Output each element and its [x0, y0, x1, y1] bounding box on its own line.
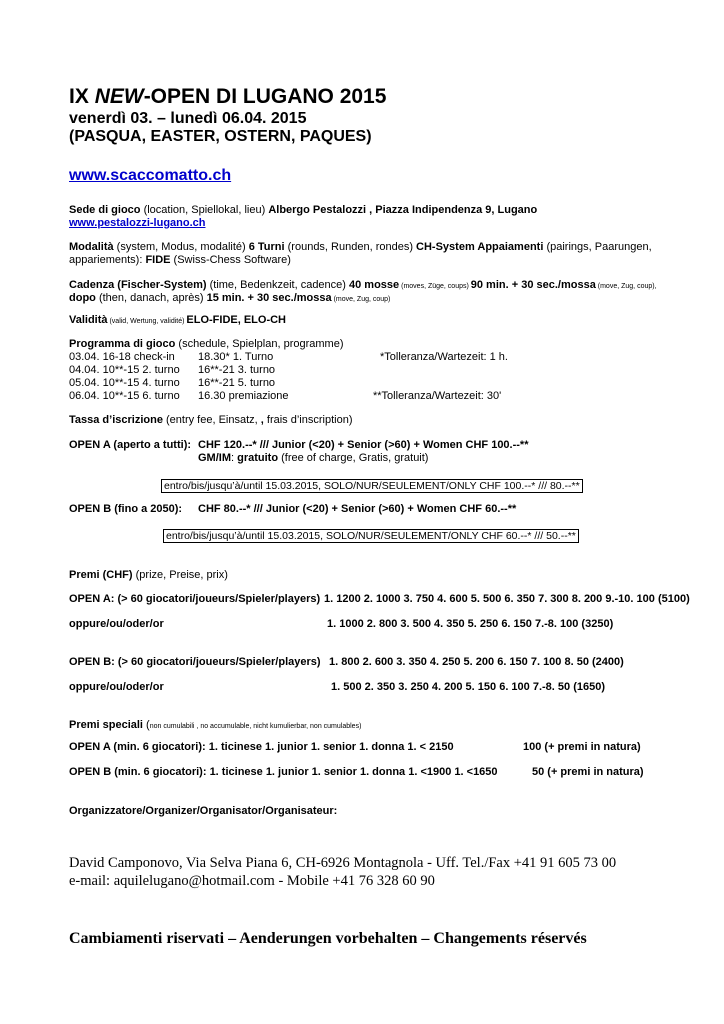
fee-heading: Tassa d’iscrizione (entry fee, Einsatz, , frais d’inscription)	[69, 414, 353, 426]
special-open-b-value: 50 (+ premi in natura)	[532, 766, 644, 778]
organizer-contact: e-mail: aquilelugano@hotmail.com - Mobile +41 76 328 60 90	[69, 873, 435, 889]
cadence-line2-t: (then, danach, après)	[95, 292, 207, 304]
programme-t: (schedule, Spielplan, programme)	[175, 338, 344, 350]
prizes-open-b-or: oppure/ou/oder/or	[69, 681, 164, 693]
special-paren: (	[143, 719, 150, 731]
special-prizes-heading	[69, 719, 361, 733]
gm-label: GM/IM	[198, 452, 231, 464]
prizes-t: (prize, Preise, prix)	[132, 569, 228, 581]
footer-note: Cambiamenti riservati – Aenderungen vorbehalten – Changements réservés	[69, 930, 587, 947]
cadence-time: 90 min. + 30 sec./mossa	[470, 279, 596, 291]
programme-note: **Tolleranza/Wartezeit: 30'	[373, 390, 502, 402]
programme-label: Programma di gioco	[69, 338, 176, 350]
programme-date: 05.04. 10**-15 4. turno	[69, 377, 180, 389]
open-a-fee-label: OPEN A (aperto a tutti):	[69, 439, 192, 451]
cadence-line2-time: 15 min. + 30 sec./mossa	[206, 292, 332, 304]
prizes-open-a-value: 1. 1200 2. 1000 3. 750 4. 600 5. 500 6. 350 7. 300 8. 200 9.-10. 100 (5100)	[324, 593, 690, 605]
prizes-open-b-alt: 1. 500 2. 350 3. 250 4. 200 5. 150 6. 100 7.-8. 50 (1650)	[331, 681, 605, 693]
subtitle-holiday: (PASQUA, EASTER, OSTERN, PAQUES)	[69, 128, 372, 145]
mode-t2: (rounds, Runden, rondes)	[284, 241, 417, 253]
mode-pairing: CH-System Appaiamenti	[416, 241, 544, 253]
website-link[interactable]: www.scaccomatto.ch	[69, 167, 232, 184]
programme-date: 03.04. 16-18 check-in	[69, 351, 175, 363]
programme-time: 16.30 premiazione	[198, 390, 289, 402]
prizes-open-a-label: OPEN A: (> 60 giocatori/joueurs/Spieler/players)	[69, 593, 321, 605]
organizer-heading: Organizzatore/Organizer/Organisator/Organisateur:	[69, 805, 338, 817]
title-emphasis: NEW	[94, 85, 144, 108]
title-rest: -OPEN DI LUGANO 2015	[143, 85, 387, 108]
validity-s: (valid, Wertung, validité)	[107, 318, 187, 325]
programme-date: 04.04. 10**-15 2. turno	[69, 364, 180, 376]
venue-translations: (location, Spiellokal, lieu)	[140, 204, 269, 216]
subtitle-dates: venerdì 03. – lunedì 06.04. 2015	[69, 110, 307, 127]
open-a-early-fee-box: entro/bis/jusqu’à/until 15.03.2015, SOLO/NUR/SEULEMENT/ONLY CHF 100.--* /// 80.--**	[161, 479, 583, 493]
programme-date: 06.04. 10**-15 6. turno	[69, 390, 180, 402]
prizes-open-b-label: OPEN B: (> 60 giocatori/joueurs/Spieler/players)	[69, 656, 321, 668]
cadence-t1: (time, Bedenkzeit, cadence)	[206, 279, 350, 291]
cadence-s2: (move, Zug, coup),	[595, 283, 657, 290]
prizes-open-a-or: oppure/ou/oder/or	[69, 618, 164, 630]
page-title	[69, 84, 386, 110]
prizes-open-a-alt: 1. 1000 2. 800 3. 500 4. 350 5. 250 6. 150 7.-8. 100 (3250)	[327, 618, 614, 630]
venue-value: Albergo Pestalozzi , Piazza Indipendenza 9, Lugano	[268, 204, 538, 216]
cadence-s1: (moves, Züge, coups)	[399, 283, 471, 290]
cadence-moves: 40 mosse	[349, 279, 400, 291]
programme-time: 18.30* 1. Turno	[198, 351, 274, 363]
open-a-gm-line	[198, 452, 428, 465]
venue-label: Sede di gioco	[69, 204, 141, 216]
cadence-line2-s: (move, Zug, coup)	[331, 296, 391, 303]
mode-label: Modalità	[69, 241, 114, 253]
programme-note: *Tolleranza/Wartezeit: 1 h.	[380, 351, 508, 363]
open-b-fee-label: OPEN B (fino a 2050):	[69, 503, 183, 515]
cadence-line-1	[69, 279, 657, 293]
mode-rounds: 6 Turni	[248, 241, 285, 253]
mode-line-1	[69, 241, 652, 254]
open-b-early-fee-box: entro/bis/jusqu’à/until 15.03.2015, SOLO/NUR/SEULEMENT/ONLY CHF 60.--* /// 50.--**	[163, 529, 579, 543]
mode-line2-t: appariements):	[69, 254, 146, 266]
venue-link[interactable]: www.pestalozzi-lugano.ch	[69, 217, 206, 229]
validity-label: Validità	[69, 314, 108, 326]
validity-value: ELO-FIDE, ELO-CH	[186, 314, 286, 326]
special-open-b: OPEN B (min. 6 giocatori): 1. ticinese 1. junior 1. senior 1. donna 1. <1900 1. <1650	[69, 766, 498, 778]
mode-t1: (system, Modus, modalité)	[113, 241, 249, 253]
mode-line-2	[69, 254, 291, 267]
gm-sep: :	[231, 452, 238, 464]
special-open-a-value: 100 (+ premi in natura)	[523, 741, 641, 753]
special-label: Premi speciali	[69, 719, 143, 731]
cadence-line-2	[69, 292, 390, 306]
prizes-open-b-value: 1. 800 2. 600 3. 350 4. 250 5. 200 6. 150 7. 100 8. 50 (2400)	[329, 656, 624, 668]
title-prefix: IX	[69, 85, 95, 108]
mode-software: (Swiss-Chess Software)	[170, 254, 291, 266]
fee-label: Tassa d’iscrizione	[69, 414, 163, 426]
mode-t3: (pairings, Paarungen,	[543, 241, 652, 253]
organizer-address: David Camponovo, Via Selva Piana 6, CH-6926 Montagnola - Uff. Tel./Fax +41 91 605 73 00	[69, 855, 617, 871]
programme-time: 16**-21 3. turno	[198, 364, 276, 376]
programme-heading	[69, 338, 344, 351]
gm-value: gratuito	[237, 452, 279, 464]
open-a-fee-value: CHF 120.--* /// Junior (<20) + Senior (>60) + Women CHF 100.--**	[198, 439, 529, 451]
fee-t2: frais d’inscription)	[266, 414, 353, 426]
prizes-heading	[69, 569, 228, 582]
special-s: non cumulabili , no accumulable, nicht kumulierbar, non cumulables)	[149, 723, 362, 730]
mode-fide: FIDE	[145, 254, 171, 266]
venue-line	[69, 204, 537, 217]
programme-time: 16**-21 5. turno	[198, 377, 276, 389]
special-open-a: OPEN A (min. 6 giocatori): 1. ticinese 1. junior 1. senior 1. donna 1. < 2150	[69, 741, 454, 753]
fee-t: (entry fee, Einsatz,	[162, 414, 261, 426]
cadence-then: dopo	[69, 292, 96, 304]
prizes-label: Premi (CHF)	[69, 569, 133, 581]
cadence-label: Cadenza (Fischer-System)	[69, 279, 207, 291]
validity-line	[69, 314, 286, 328]
gm-translations: (free of charge, Gratis, gratuit)	[278, 452, 429, 464]
open-b-fee-value: CHF 80.--* /// Junior (<20) + Senior (>60) + Women CHF 60.--**	[198, 503, 517, 515]
